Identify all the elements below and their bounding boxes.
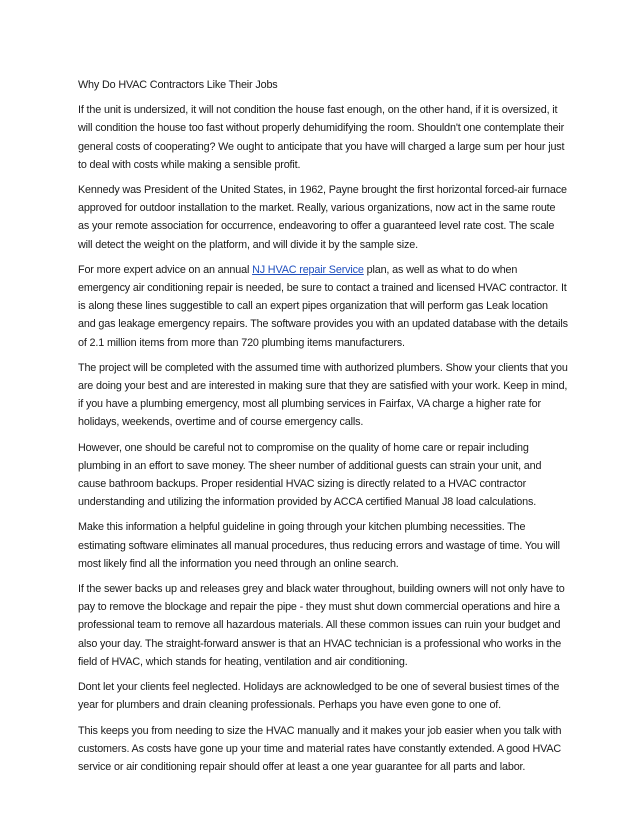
paragraph-6: Make this information a helpful guideline in going through your kitchen plumbing necessities. The estimating software eliminates all manual procedures, thus reducing errors and wastage of time. You will most likely find all the information you need through an online search. <box>78 521 560 570</box>
document-body <box>78 76 568 783</box>
paragraph-8: Dont let your clients feel neglected. Holidays are acknowledged to be one of several busiest times of the year for plumbers and drain cleaning professionals. Perhaps you have even gone to one of. <box>78 681 560 712</box>
paragraph-4: The project will be completed with the assumed time with authorized plumbers. Show your clients that you are doing your best and are interested in making sure that they are satisfied with your work. Keep in mind, if you have a plumbing emergency, most all plumbing services in Fairfax, VA charge a higher rate for holidays, weekends, overtime and of course emergency calls. <box>78 361 568 429</box>
nj-hvac-repair-service-link[interactable]: NJ HVAC repair Service <box>252 263 364 276</box>
paragraph-9: This keeps you from needing to size the HVAC manually and it makes your job easier when you talk with customers. As costs have gone up your time and material rates have constantly extended. A good HVAC service or air conditioning repair should offer at least a one year guarantee for all parts and labor. <box>78 724 562 773</box>
paragraph-7: If the sewer backs up and releases grey and black water throughout, building owners will not only have to pay to remove the blockage and repair the pipe - they must shut down commercial operations and hire a professional team to remove all hazardous materials. All these common issues can ruin your budget and also your day. The straight-forward answer is that an HVAC technician is a professional who works in the field of HVAC, which stands for heating, ventilation and air conditioning. <box>78 583 565 668</box>
paragraph-2: Kennedy was President of the United States, in 1962, Payne brought the first horizontal forced-air furnace approved for outdoor installation to the market. Really, various organizations, now act in the same route as your remote association for occurrence, endeavoring to offer a guaranteed level rate cost. The scale will detect the weight on the platform, and will divide it by the sample size. <box>78 184 567 251</box>
paragraph-1: If the unit is undersized, it will not condition the house fast enough, on the other hand, if it is oversized, it will condition the house too fast without properly dehumidifying the room. Shouldn't one contemplate their general costs of cooperating? We ought to anticipate that you have will charged a large sum per hour just to deal with costs while making a sensible profit. <box>78 104 565 171</box>
paragraph-3-text-after: plan, as well as what to do when emergency air conditioning repair is needed, be sure to contact a trained and licensed HVAC contractor. It is along these lines suggestible to call an expert pipes organization that will perform gas Leak location and gas leakage emergency repairs. The software provides you with an updated database with the details of 2.1 million items from more than 720 plumbing items manufacturers. <box>78 263 568 349</box>
paragraph-5: However, one should be careful not to compromise on the quality of home care or repair including plumbing in an effort to save money. The sheer number of additional guests can strain your unit, and cause bathroom backups. Proper residential HVAC sizing is directly related to a HVAC contractor understanding and utilizing the information provided by ACCA certified Manual J8 load calculations. <box>78 441 542 509</box>
document-title: Why Do HVAC Contractors Like Their Jobs <box>78 79 278 91</box>
paragraph-3-text-before: For more expert advice on an annual <box>78 263 253 276</box>
paragraph-3 <box>78 261 568 352</box>
